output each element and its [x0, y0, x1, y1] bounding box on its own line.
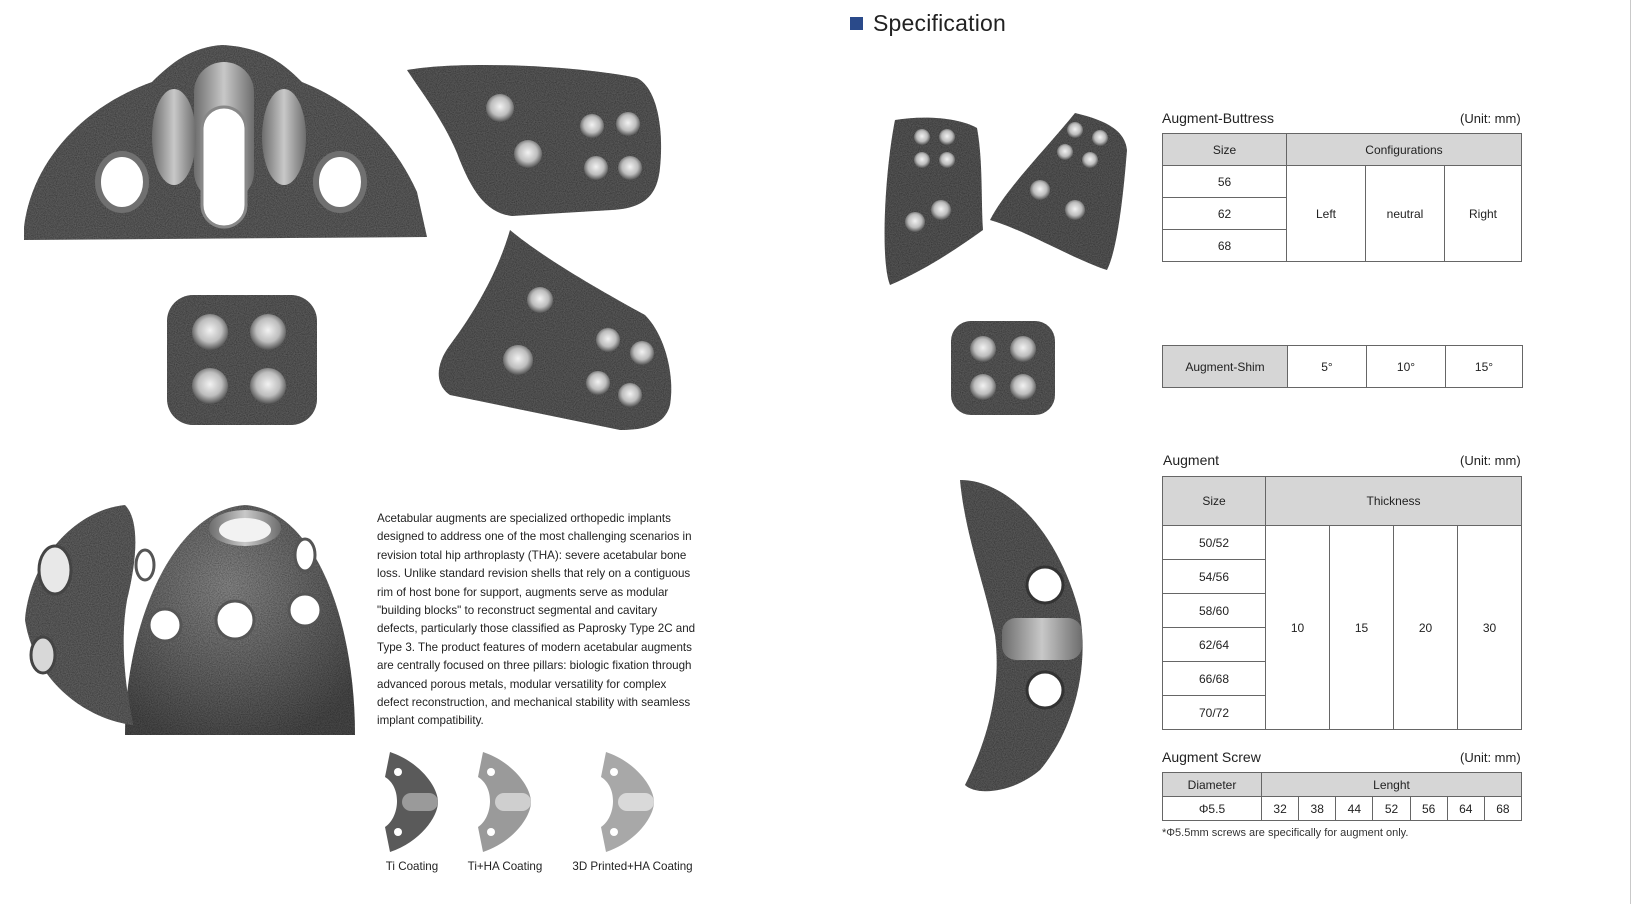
shim-angle-cell: 5° — [1288, 346, 1367, 388]
augment-thickness-cell: 15 — [1330, 526, 1394, 730]
augment-table-title: Augment — [1163, 452, 1220, 468]
screw-table — [1162, 772, 1522, 821]
screw-diameter-header: Diameter — [1163, 773, 1262, 797]
coating-caption-ti: Ti Coating — [385, 860, 439, 873]
screw-length-cell: 56 — [1410, 797, 1447, 821]
augment-image-buttress-b — [430, 225, 680, 440]
augment-thickness-header: Thickness — [1266, 477, 1522, 526]
augment-thickness-cell: 10 — [1266, 526, 1330, 730]
augment-crescent-image — [940, 475, 1090, 800]
ti-ha-coating-image — [473, 747, 533, 857]
buttress-size-header: Size — [1163, 134, 1287, 166]
coating-caption-3d-printed-ha: 3D Printed+HA Coating — [572, 860, 693, 873]
screw-length-cell: 32 — [1262, 797, 1299, 821]
buttress-table — [1162, 133, 1522, 262]
shim-angle-cell: 10° — [1367, 346, 1446, 388]
specification-heading — [850, 10, 1006, 37]
augment-table — [1162, 476, 1522, 730]
page-edge-divider — [1630, 0, 1631, 904]
augment-image-half-moon — [22, 42, 432, 252]
screw-length-cell: 44 — [1336, 797, 1373, 821]
cup-with-augment-image — [15, 470, 360, 750]
screw-length-cell: 64 — [1447, 797, 1484, 821]
screw-length-cell: 38 — [1299, 797, 1336, 821]
augment-table-unit: (Unit: mm) — [1460, 453, 1521, 468]
augment-size-cell: 70/72 — [1163, 696, 1266, 730]
augment-image-buttress-a — [402, 58, 667, 228]
screw-length-cell: 68 — [1484, 797, 1521, 821]
coating-caption-ti-ha: Ti+HA Coating — [467, 860, 543, 873]
screw-table-title: Augment Screw — [1162, 749, 1261, 765]
augment-thickness-cell: 20 — [1394, 526, 1458, 730]
augment-size-cell: 62/64 — [1163, 628, 1266, 662]
screw-table-unit: (Unit: mm) — [1460, 750, 1521, 765]
screw-length-header: Lenght — [1262, 773, 1522, 797]
buttress-size-cell: 68 — [1163, 230, 1287, 262]
buttress-config-cell: neutral — [1366, 166, 1445, 262]
buttress-size-cell: 62 — [1163, 198, 1287, 230]
buttress-size-cell: 56 — [1163, 166, 1287, 198]
buttress-config-cell: Left — [1287, 166, 1366, 262]
shim-angle-cell: 15° — [1446, 346, 1523, 388]
printed-ha-coating-image — [596, 747, 656, 857]
buttress-table-title: Augment-Buttress — [1162, 110, 1275, 126]
augment-size-cell: 50/52 — [1163, 526, 1266, 560]
heading-square-icon — [850, 17, 863, 30]
augment-size-cell: 66/68 — [1163, 662, 1266, 696]
augment-thickness-cell: 30 — [1458, 526, 1522, 730]
buttress-pair-image — [875, 110, 1130, 295]
buttress-config-header: Configurations — [1287, 134, 1522, 166]
screw-diameter-cell: Φ5.5 — [1163, 797, 1262, 821]
augment-size-header: Size — [1163, 477, 1266, 526]
description-paragraph: Acetabular augments are specialized orthopedic implants designed to address one of the most challenging scenarios in revision total hip arthroplasty (THA): severe acetabular bone loss. Unlike standard revision shells that rely on a contiguous rim of host bone for support, augments serve as modular "building blocks" to reconstruct segmental and cavitary defects, particularly those classified as Paprosky Type 2C and Type 3. The product features of modern acetabular augments are centrally focused on three pillars: biologic fixation through advanced porous metals, modular versatility for complex defect reconstruction, and mechanical stability with seamless implant compatibility. — [377, 512, 696, 728]
screw-length-cell: 52 — [1373, 797, 1410, 821]
shim-image — [948, 318, 1058, 418]
buttress-config-cell: Right — [1445, 166, 1522, 262]
shim-table — [1162, 345, 1523, 388]
page-title: Specification — [873, 10, 1007, 36]
augment-image-shim — [162, 290, 322, 430]
ti-coating-image — [380, 747, 440, 857]
augment-size-cell: 54/56 — [1163, 560, 1266, 594]
buttress-table-unit: (Unit: mm) — [1460, 111, 1521, 126]
screw-footnote: *Φ5.5mm screws are specifically for augment only. — [1162, 827, 1409, 839]
augment-size-cell: 58/60 — [1163, 594, 1266, 628]
shim-label-cell: Augment-Shim — [1163, 346, 1288, 388]
